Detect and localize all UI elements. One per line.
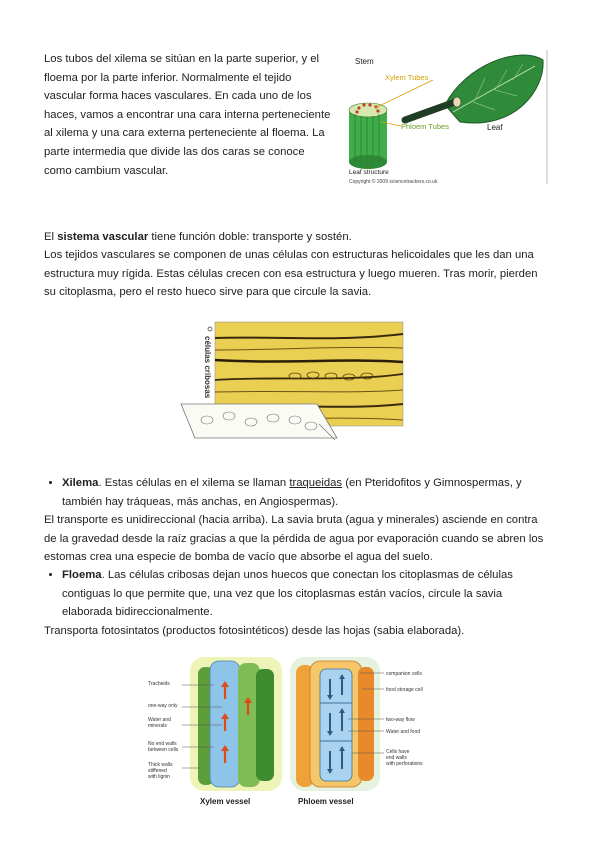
- sieve-cells-label: células cribosas: [203, 336, 212, 399]
- svg-text:with lignin: with lignin: [148, 774, 170, 780]
- floema-item: • Floema. Las células cribosas dejan unos huecos que conectan los citoplasmas de células contiguas lo que permite que, una vez que los citoplasmas están vacíos, circule la savia elaborada bidireccionalmente.: [62, 566, 552, 622]
- xilema-item: • Xilema. Estas células en el xilema se llaman traqueidas (en Pteridofitos y Gimnospermas, y también hay tráqueas, más anchas, en Angiospermas).: [62, 474, 552, 511]
- phloem-tubes-label: Phloem Tubes: [401, 122, 449, 131]
- vascular-title-line: El sistema vascular tiene función doble: transporte y sostén.: [44, 231, 352, 243]
- leaf-copyright: Copyright © 2009 sciencetrackers.co.uk: [349, 179, 438, 185]
- floema-term: Floema: [62, 569, 102, 581]
- svg-text:stiffened: stiffened: [148, 768, 167, 774]
- floema-transport: Transporta fotosintatos (productos fotosintéticos) desde las hojas (sabia elaborada).: [44, 625, 465, 637]
- leaf-structure-figure: [345, 50, 550, 188]
- leaf-petiole: [405, 102, 455, 120]
- svg-text:No end walls: No end walls: [148, 741, 177, 747]
- xilema-transport: El transporte es unidireccional (hacia arriba). La savia bruta (agua y minerales) asciende en contra de la gravedad desde la raíz gracias a que la pérdida de agua por evaporación cuando se abren los estomas crea una especie de bomba de vacío que absorbe el agua del suelo.: [44, 514, 544, 564]
- svg-text:companion cells: companion cells: [386, 671, 422, 677]
- svg-text:between cells: between cells: [148, 747, 179, 753]
- xilema-list: [44, 474, 552, 511]
- phloem-caption: Phloem vessel: [298, 797, 354, 806]
- xylem-tubes-label: Xylem Tubes: [385, 73, 429, 82]
- svg-text:Thick walls: Thick walls: [148, 762, 173, 768]
- svg-text:food storage cell: food storage cell: [386, 687, 423, 693]
- vascular-term: sistema vascular: [57, 231, 149, 243]
- sieve-cells-figure: [177, 320, 407, 442]
- svg-text:Tracheids: Tracheids: [148, 681, 170, 687]
- xylem-caption: Xylem vessel: [200, 797, 251, 806]
- svg-text:Cells have: Cells have: [386, 749, 410, 755]
- leaf-label: Leaf: [487, 123, 503, 132]
- svg-text:with perforations: with perforations: [386, 761, 423, 767]
- phloem-labels: [386, 671, 423, 767]
- vascular-body: Los tejidos vasculares se componen de unas células con estructuras helicoidales que les dan una estructura muy rígida. Estas células crecen con esa estructura y luego mueren. Tras morir, pierden su citoplasma, pero el resto hueco sirve para que circule la savia.: [44, 249, 538, 299]
- floema-list: [44, 566, 552, 622]
- intro-paragraph: Los tubos del xilema se sitúan en la parte superior, y el floema por la parte inferior. Normalmente el tejido vascular forma haces vasculares. En cada uno de los haces, vamos a encontrar una cara interna perteneciente al xilema y una cara externa perteneciente al floema. La parte intermedia que divide las dos caras se conoce como cambium vascular.: [44, 53, 331, 177]
- svg-text:one-way only: one-way only: [148, 703, 178, 709]
- xilema-term: Xilema: [62, 477, 99, 489]
- svg-text:end walls: end walls: [386, 755, 407, 761]
- vessels-figure: [148, 655, 438, 810]
- traqueidas-link[interactable]: traqueidas: [289, 477, 343, 489]
- xylem-labels: [148, 681, 179, 780]
- svg-text:Water and: Water and: [148, 717, 171, 723]
- leaf-caption: Leaf structure: [349, 169, 389, 176]
- stem-label: Stem: [355, 57, 374, 66]
- svg-text:Water and food: Water and food: [386, 729, 421, 735]
- svg-text:two-way flow: two-way flow: [386, 717, 415, 723]
- svg-text:minerals: minerals: [148, 723, 167, 729]
